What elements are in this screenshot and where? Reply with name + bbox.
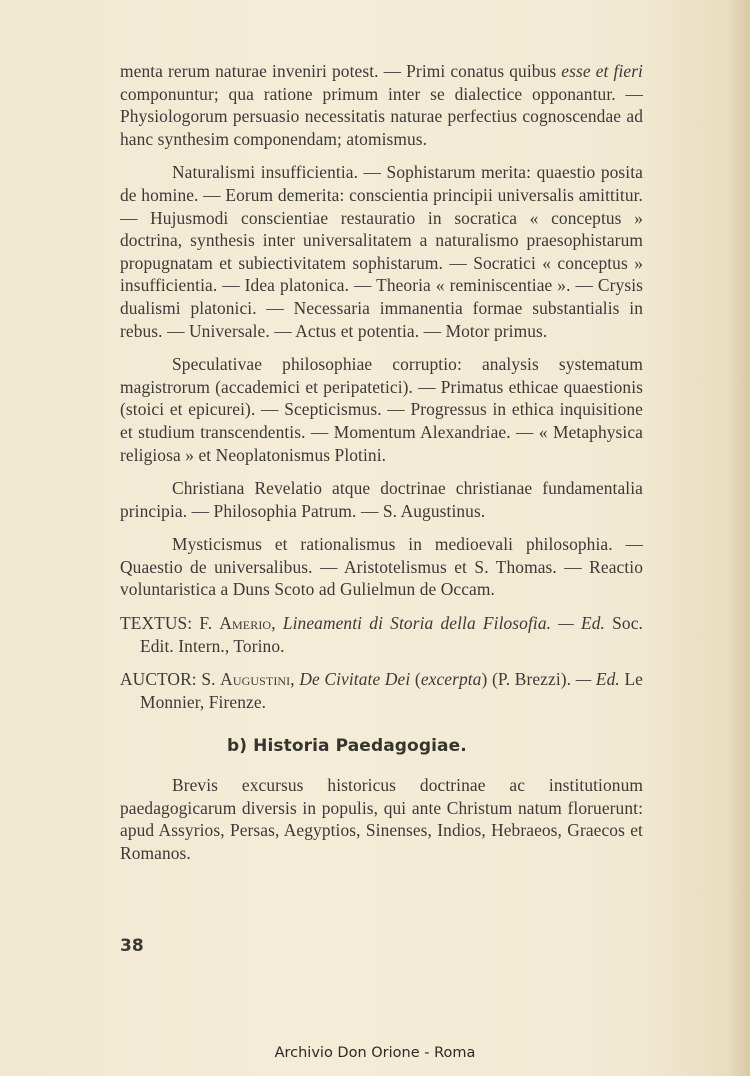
paragraph-2: Naturalismi insufficientia. — Sophistarum merita: quaestio posita de homine. — Eorum demerita: conscientia principii universalis amittitur. — Hujusmodi conscientiae restauratio in socratica « conceptus » doctrina, synthesis inter universalitatem a naturalismo praesophistarum propugnatam et subiectivitatem sophistarum. — Socratici « conceptus » insufficientia. — Idea platonica. — Theoria « reminiscentiae ». — Crysis dualismi platonici. — Necessaria immanentia formae substantialis in rebus. — Universale. — Actus et potentia. — Motor primus. — [120, 162, 643, 341]
paragraph-1-italic: esse et fieri — [561, 61, 643, 81]
section-heading: b) Historia Paedagogiae. — [227, 736, 467, 757]
textus-author: Amerio, — [219, 613, 276, 634]
page-number: 38 — [120, 936, 144, 956]
paragraph-4: Christiana Revelatio atque doctrinae christianae fundamentalia principia. — Philosophia Patrum. — S. Augustinus. — [120, 478, 643, 521]
text-block — [120, 60, 643, 875]
textus-publisher: Soc. Edit. Intern., Torino. — [140, 613, 643, 656]
auctor-title: De Civitate Dei — [299, 669, 411, 690]
paragraph-3: Speculativae philosophiae corruptio: analysis systematum magistrorum (accademici et peripatetici). — Primatus ethicae quaestionis (stoici et epicurei). — Scepticismus. — Progressus in ethica inquisitione et studium transcendentis. — Momentum Alexandriae. — « Metaphysica religiosa » et Neoplatonismus Plotini. — [120, 354, 643, 465]
auctor-author: Augustini, — [220, 669, 295, 690]
textus-ed-label: — Ed. — [558, 613, 605, 634]
textus-entry — [120, 612, 643, 657]
auctor-publisher: Le Monnier, Firenze. — [140, 669, 643, 712]
paragraph-1-rest: componuntur; qua ratione primum inter se dialectice opponantur. — Physiologorum persuasio necessitatis naturae perfectius cognoscendae ad hanc synthesim componendam; atomismus. — [120, 83, 643, 149]
paragraph-5: Mysticismus et rationalismus in medioevali philosophia. — Quaestio de universalibus. — Aristotelismus et S. Thomas. — Reactio voluntaristica a Duns Scoto ad Gulielmun de Occam. — [120, 534, 643, 600]
auctor-excerpta-close: ) (P. Brezzi). — [481, 669, 576, 690]
section-body: Brevis excursus historicus doctrinae ac institutionum paedagogicarum diversis in populis, qui ante Christum natum floruerunt: apud Assyrios, Persas, Aegyptios, Sinenses, Indios, Hebraeos, Graecos et Romanos. — [120, 775, 643, 863]
textus-label: TEXTUS: F. — [120, 613, 220, 634]
auctor-ed-label: — Ed. — [575, 669, 620, 690]
paragraph-1-start: menta rerum naturae inveniri potest. — Primi conatus quibus — [120, 61, 562, 81]
archive-footer: Archivio Don Orione - Roma — [274, 1045, 476, 1061]
auctor-entry — [120, 668, 643, 713]
auctor-excerpta: excerpta — [420, 669, 482, 690]
textus-title: Lineamenti di Storia della Filosofia. — [282, 613, 552, 634]
auctor-excerpta-open: ( — [410, 669, 421, 690]
auctor-label: AUCTOR: S. — [120, 669, 221, 690]
paragraph-1 — [120, 60, 643, 150]
